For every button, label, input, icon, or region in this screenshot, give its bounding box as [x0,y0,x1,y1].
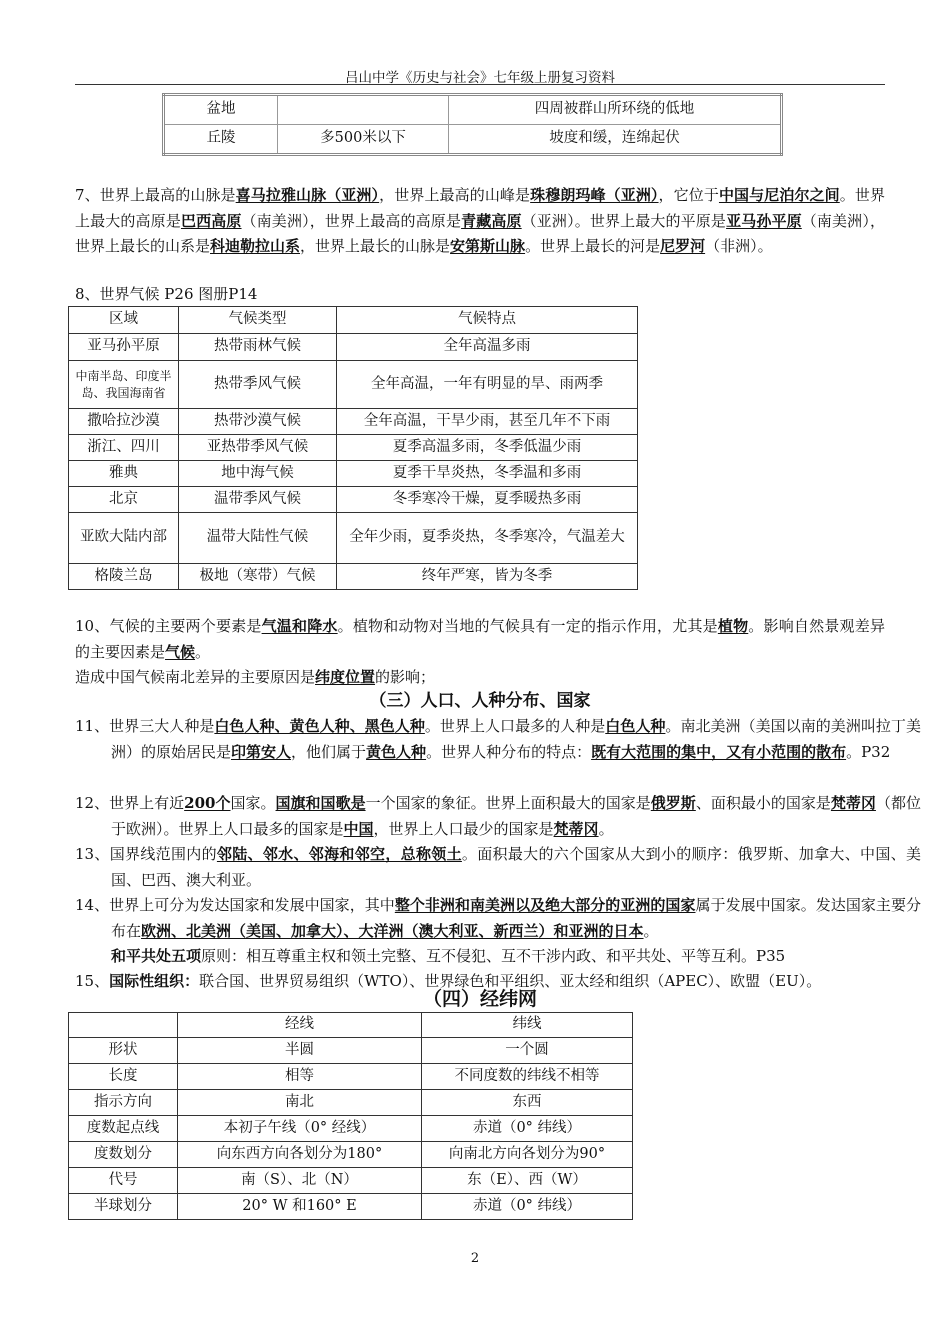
key-term: 白色人种、黄色人种、黑色人种 [214,717,425,735]
text: （都位于欧洲）。世界上人口最多的国家是 [111,794,921,838]
table-cell: 亚欧大陆内部 [69,513,179,564]
text: （南美洲），世界上最长的山系是 [75,211,885,256]
key-term: 国旗和国歌是 [275,794,366,812]
key-term: 植物 [717,617,749,635]
table-row [69,1116,633,1142]
text: 。 [598,819,614,838]
table-cell: 丘陵 [164,125,278,155]
key-term: 梵蒂冈 [553,819,599,838]
table-cell: 本初子午线（0° 经线） [178,1116,422,1142]
table-cell: 半圆 [178,1038,422,1064]
paragraph-13 [75,842,921,893]
table-cell: 冬季寒冷干燥，夏季暖热多雨 [337,487,638,513]
table-cell: 盆地 [164,95,278,125]
table-cell: 半球划分 [69,1194,178,1220]
table-cell: 热带沙漠气候 [179,409,337,435]
key-term: 亚马孙平原 [726,211,802,230]
text: 10、气候的主要两个要素是 [75,617,262,635]
table-row [69,1168,633,1194]
table-cell: 终年严寒，皆为冬季 [337,564,638,590]
table-row [164,125,782,155]
section-heading-4: （四）经纬网 [422,988,537,1010]
text: 13、国界线范围内的 [75,845,217,863]
text: 15、 [75,972,110,990]
text: 。影响自然景观差异的主要因素是 [75,617,885,661]
table-cell: 全年高温多雨 [337,334,638,361]
key-term: 黄色人种 [366,742,427,761]
table-cell: 热带季风气候 [179,361,337,409]
table-row [69,513,638,564]
table-row [69,409,638,435]
text: （南美洲），世界上最高的高原是 [241,211,462,230]
table-cell: 指示方向 [69,1090,178,1116]
key-term: 整个非洲和南美洲以及绝大部分的亚洲的国家 [394,896,696,914]
table-cell: 20° W 和160° E [178,1194,422,1220]
table-cell: 四周被群山所环绕的低地 [449,95,782,125]
text: 。 [643,921,659,940]
text: ，世界上人口最少的国家是 [373,819,554,838]
text: 国家。 [230,794,276,812]
key-term: 科迪勒拉山系 [210,237,301,256]
table-row [69,334,638,361]
text: 12、世界上有近 [75,794,185,812]
key-term: 中国与尼泊尔之间 [718,186,840,204]
text: （非洲）。 [705,237,773,256]
text: 属于发展中国家。发达国家主要分布在 [111,896,921,940]
table-cell: 赤道（0° 纬线） [422,1194,633,1220]
table-cell: 向南北方向各划分为90° [422,1142,633,1168]
key-term: 印第安人 [231,742,292,761]
key-term: 欧洲、北美洲（美国、加拿大）、大洋洲（澳大利亚、新西兰）和亚洲的日本 [141,921,644,940]
text: 14、世界上可分为发达国家和发展中国家，其中 [75,896,395,914]
table-row [69,461,638,487]
table-cell: 亚马孙平原 [69,334,179,361]
table-header: 纬线 [422,1013,633,1038]
key-term: 邻陆、邻水、邻海和邻空，总称领土 [216,845,462,863]
text: ，世界上最高的山峰是 [379,186,531,204]
paragraph-12 [75,791,921,842]
table-row [69,1038,633,1064]
text: 。南北美洲（美国以南的美洲叫拉丁美洲）的原始居民是 [111,717,921,761]
table-cell: 地中海气候 [179,461,337,487]
table-cell: 全年高温，干旱少雨，甚至几年不下雨 [337,409,638,435]
table-cell: 温带季风气候 [179,487,337,513]
paragraph-14b [75,944,885,970]
key-term: 国际性组织： [109,972,200,990]
key-term: 梵蒂冈 [830,794,876,812]
key-term: 既有大范围的集中，又有小范围的散布 [591,742,847,761]
key-term: 和平共处五项 [111,947,202,965]
table-row [69,1142,633,1168]
table-row [69,1090,633,1116]
text: 。世界上人口最多的人种是 [424,717,606,735]
text: 。世界上最大的高原是 [75,186,885,230]
table-cell: 中南半岛、印度半岛、我国海南省 [69,361,179,409]
key-term: 巴西高原 [180,211,242,230]
table-row [69,1064,633,1090]
table-row [69,1194,633,1220]
header-rule [75,84,885,85]
table-header [69,1013,178,1038]
table-cell: 极地（寒带）气候 [179,564,337,590]
paragraph-8: 8、世界气候 P26 图册P14 [75,285,258,303]
text: 。植物和动物对当地的气候具有一定的指示作用，尤其是 [337,617,718,635]
table-cell: 热带雨林气候 [179,334,337,361]
table-header: 气候类型 [179,307,337,334]
table-cell: 赤道（0° 纬线） [422,1116,633,1142]
table-cell: 夏季干旱炎热，冬季温和多雨 [337,461,638,487]
key-term: 珠穆朗玛峰（亚洲） [530,186,659,204]
table-cell: 度数划分 [69,1142,178,1168]
table-cell: 向东西方向各划分为180° [178,1142,422,1168]
paragraph-10 [75,614,885,665]
key-term: 白色人种 [605,717,666,735]
table-cell: 浙江、四川 [69,435,179,461]
table-cell: 全年少雨，夏季炎热，冬季寒冷，气温差大 [337,513,638,564]
table-cell: 南（S）、北（N） [178,1168,422,1194]
key-term: 安第斯山脉 [450,237,526,256]
text: 联合国、世界贸易组织（WTO）、世界绿色和平组织、亚太经和组织（APEC）、欧盟（EU）。 [199,972,822,990]
key-term: 青藏高原 [461,211,522,230]
text: 11、世界三大人种是 [75,717,215,735]
table-cell: 多500米以下 [278,125,449,155]
table-cell [278,95,449,125]
table-row [164,95,782,125]
paragraph-10b [75,665,885,691]
table-cell: 坡度和缓，连绵起伏 [449,125,782,155]
table-row [69,435,638,461]
text: 原则：相互尊重主权和领土完整、互不侵犯、互不干涉内政、和平共处、平等互利。P35 [201,947,786,965]
table-cell: 代号 [69,1168,178,1194]
table-cell: 形状 [69,1038,178,1064]
key-term: 中国 [343,819,374,838]
table-cell: 夏季高温多雨，冬季低温少雨 [337,435,638,461]
text: 。P32 [846,742,891,761]
text: ，他们属于 [291,742,367,761]
key-term: 尼罗河 [660,237,706,256]
table-header-row [69,307,638,334]
grid-table [68,1012,633,1220]
text: 。面积最大的六个国家从大到小的顺序：俄罗斯、加拿大、中国、美国、巴西、澳大利亚。 [111,845,921,889]
table-cell: 全年高温，一年有明显的旱、雨两季 [337,361,638,409]
text: 。 [195,642,211,661]
key-term: 喜马拉雅山脉（亚洲） [235,186,380,204]
table-cell: 东（E）、西（W） [422,1168,633,1194]
key-term: 气候 [165,642,196,661]
table-header: 气候特点 [337,307,638,334]
table-cell: 撒哈拉沙漠 [69,409,179,435]
key-term: 200个 [184,794,231,812]
text: （亚洲）。世界上最大的平原是 [521,211,727,230]
landform-table [162,93,783,156]
table-cell: 不同度数的纬线不相等 [422,1064,633,1090]
table-cell: 温带大陆性气候 [179,513,337,564]
key-term: 纬度位置 [315,668,376,686]
key-term: 俄罗斯 [650,794,696,812]
table-cell: 相等 [178,1064,422,1090]
table-cell: 南北 [178,1090,422,1116]
text: ，它位于 [658,186,719,204]
text: 一个国家的象征。世界上面积最大的国家是 [365,794,651,812]
table-header: 经线 [178,1013,422,1038]
page-header: 吕山中学《历史与社会》七年级上册复习资料 [345,70,615,86]
climate-table [68,306,638,590]
table-cell: 度数起点线 [69,1116,178,1142]
table-cell: 东西 [422,1090,633,1116]
key-term: 气温和降水 [261,617,338,635]
table-cell: 格陵兰岛 [69,564,179,590]
text: 。世界人种分布的特点： [426,742,592,761]
table-cell: 长度 [69,1064,178,1090]
paragraph-14 [75,893,921,944]
table-cell: 一个圆 [422,1038,633,1064]
table-header: 区域 [69,307,179,334]
table-cell: 北京 [69,487,179,513]
page-number: 2 [470,1251,480,1266]
text: 7、世界上最高的山脉是 [75,186,236,204]
table-header-row [69,1013,633,1038]
table-cell: 亚热带季风气候 [179,435,337,461]
text: ，世界上最长的山脉是 [300,237,451,256]
table-row [69,487,638,513]
paragraph-11 [75,714,921,765]
text: 、面积最小的国家是 [695,794,831,812]
text: 。世界上最长的河是 [525,237,661,256]
paragraph-7 [75,183,885,260]
section-heading-3: （三）人口、人种分布、国家 [369,691,591,711]
table-cell: 雅典 [69,461,179,487]
text: 的影响； [375,668,436,686]
table-row [69,564,638,590]
text: 造成中国气候南北差异的主要原因是 [75,668,316,686]
table-row [69,361,638,409]
